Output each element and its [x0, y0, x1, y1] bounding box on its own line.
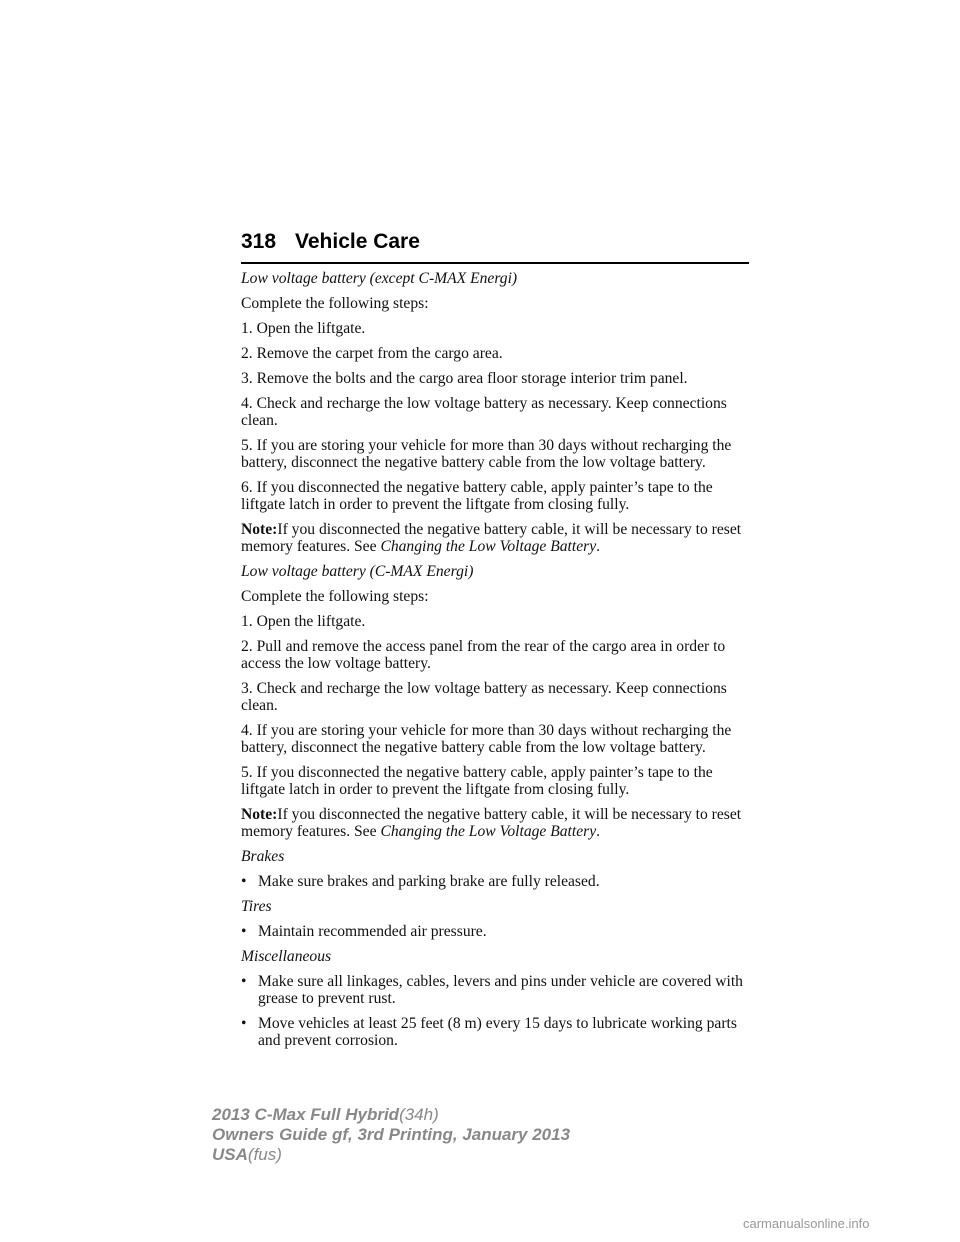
section-title: Vehicle Care — [295, 230, 420, 253]
bullet-icon: • — [241, 1015, 247, 1032]
note-label: Note: — [241, 521, 278, 538]
watermark: carmanualsonline.info — [743, 1216, 870, 1231]
bullet-item: • Make sure brakes and parking brake are fully released. — [241, 873, 600, 890]
bullet-item: • Maintain recommended air pressure. — [241, 923, 487, 940]
note-reference: Changing the Low Voltage Battery — [380, 823, 597, 840]
bullet-icon: • — [241, 973, 247, 990]
step: 5. If you are storing your vehicle for more than 30 days without recharging the battery, disconnect the negative battery cable from the low voltage battery. — [241, 437, 732, 471]
step: 1. Open the liftgate. — [241, 320, 366, 337]
bullet-item: • Make sure all linkages, cables, levers and pins under vehicle are covered with grease to prevent rust. — [241, 973, 743, 1007]
footer-line-model: 2013 C-Max Full Hybrid(34h) — [212, 1105, 439, 1124]
page-header — [241, 228, 749, 264]
note-text: If you disconnected the negative battery cable, it will be necessary to reset memory features. See — [241, 521, 742, 555]
subheading-battery-except-energi: Low voltage battery (except C-MAX Energi) — [241, 270, 518, 287]
page-number: 318 — [241, 230, 277, 253]
page-footer — [212, 1105, 570, 1165]
note-label: Note: — [241, 806, 278, 823]
note-paragraph: Note:If you disconnected the negative battery cable, it will be necessary to reset memory features. See Changing the Low Voltage Battery. — [241, 521, 742, 555]
bullet-item: • Move vehicles at least 25 feet (8 m) every 15 days to lubricate working parts and prevent corrosion. — [241, 1015, 737, 1049]
subheading-brakes: Brakes — [241, 848, 285, 865]
step: 4. If you are storing your vehicle for more than 30 days without recharging the battery, disconnect the negative battery cable from the low voltage battery. — [241, 722, 732, 756]
note-text: If you disconnected the negative battery cable, it will be necessary to reset memory features. See — [241, 806, 742, 840]
step: 1. Open the liftgate. — [241, 613, 366, 630]
step: 2. Remove the carpet from the cargo area. — [241, 345, 503, 362]
subheading-tires: Tires — [241, 898, 272, 915]
bullet-icon: • — [241, 923, 247, 940]
footer-line-region: USA(fus) — [212, 1145, 282, 1164]
note-paragraph: Note:If you disconnected the negative battery cable, it will be necessary to reset memory features. See Changing the Low Voltage Battery. — [241, 806, 742, 840]
intro-text: Complete the following steps: — [241, 295, 429, 312]
step: 4. Check and recharge the low voltage battery as necessary. Keep connections clean. — [241, 395, 727, 429]
footer-line-printing: Owners Guide gf, 3rd Printing, January 2013 — [212, 1125, 571, 1144]
step: 2. Pull and remove the access panel from the rear of the cargo area in order to access the low voltage battery. — [241, 638, 726, 672]
note-reference: Changing the Low Voltage Battery — [380, 538, 597, 555]
step: 5. If you disconnected the negative battery cable, apply painter’s tape to the liftgate latch in order to prevent the liftgate from closing fully. — [241, 764, 713, 798]
subheading-battery-energi: Low voltage battery (C-MAX Energi) — [241, 563, 474, 580]
subheading-miscellaneous: Miscellaneous — [241, 948, 332, 965]
intro-text: Complete the following steps: — [241, 588, 429, 605]
step: 6. If you disconnected the negative battery cable, apply painter’s tape to the liftgate latch in order to prevent the liftgate from closing fully. — [241, 479, 713, 513]
step: 3. Check and recharge the low voltage battery as necessary. Keep connections clean. — [241, 680, 727, 714]
bullet-icon: • — [241, 873, 247, 890]
step: 3. Remove the bolts and the cargo area floor storage interior trim panel. — [241, 370, 688, 387]
page-content — [241, 270, 749, 1057]
